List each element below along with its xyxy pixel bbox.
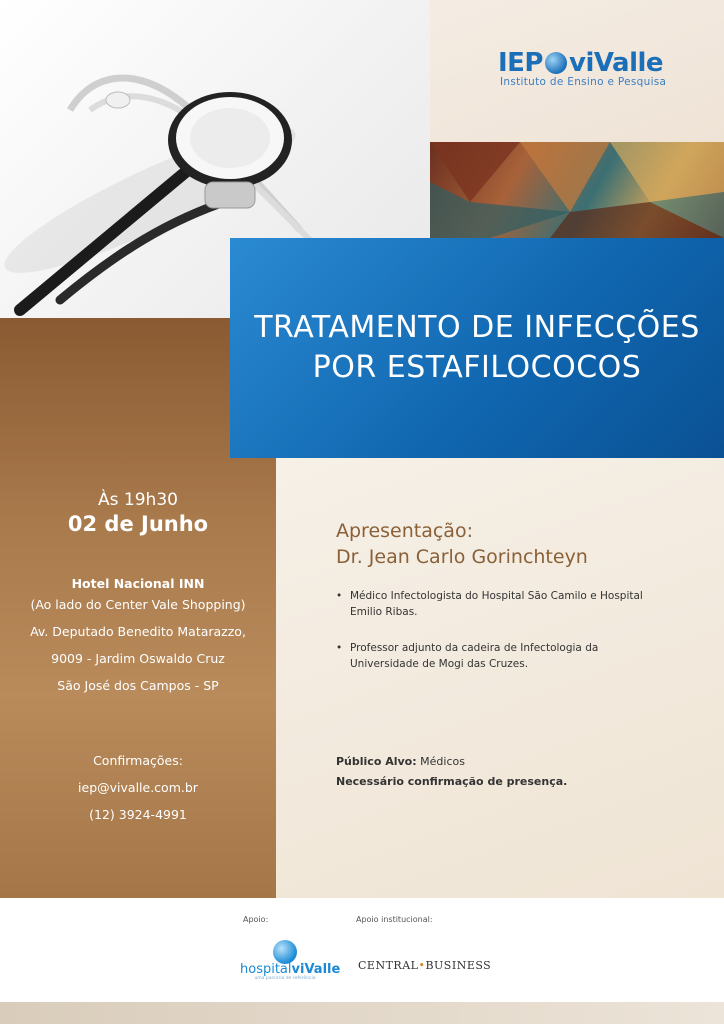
globe-icon (273, 940, 297, 964)
audience-label: Público Alvo: (336, 755, 417, 768)
confirm-label: Confirmações: (93, 753, 183, 768)
audience-info (336, 752, 567, 792)
polygon-decoration (430, 142, 724, 238)
central-business-logo (358, 959, 491, 972)
hospital-tagline: uma parceria de referência (254, 976, 316, 981)
presentation (336, 520, 706, 568)
globe-icon (545, 52, 567, 74)
title-line-2: POR ESTAFILOCOCOS (312, 350, 642, 385)
iep-vivalle-logo (498, 48, 698, 108)
credential-text: Médico Infectologista do Hospital São Camilo e Hospital Emilio Ribas. (350, 590, 643, 618)
confirm-phone[interactable]: (12) 3924-4991 (89, 807, 187, 822)
institutional-support-label: Apoio institucional: (356, 915, 433, 924)
speaker-name: Dr. Jean Carlo Gorinchteyn (336, 546, 588, 568)
footer (0, 898, 724, 1002)
speaker-credentials (336, 588, 646, 692)
audience-note: Necessário confirmação de presença. (336, 775, 568, 788)
audience-value: Médicos (420, 755, 465, 768)
logo-brand: viValle (569, 48, 664, 78)
list-item (336, 640, 646, 672)
presentation-label: Apresentação: (336, 520, 473, 542)
title-banner (230, 238, 724, 458)
support-label: Apoio: (243, 915, 269, 924)
hospital-brand: viValle (291, 962, 341, 977)
dot-icon: • (418, 959, 426, 972)
address-line: São José dos Campos - SP (57, 678, 219, 693)
title-line-1: TRATAMENTO DE INFECÇÕES (254, 310, 700, 345)
confirm-email[interactable]: iep@vivalle.com.br (78, 780, 198, 795)
central-left: CENTRAL (358, 959, 419, 972)
event-details (0, 490, 276, 828)
event-time: Às 19h30 (98, 490, 178, 510)
logo-tagline: Instituto de Ensino e Pesquisa (500, 76, 667, 88)
list-item (336, 588, 646, 620)
event-venue: Hotel Nacional INN (71, 576, 205, 591)
central-right: BUSINESS (425, 959, 492, 972)
address-line: Av. Deputado Benedito Matarazzo, (30, 624, 246, 639)
hospital-prefix: hospital (240, 962, 292, 977)
bullet-icon: • (336, 642, 343, 654)
footer-band (0, 1002, 724, 1024)
credential-text: Professor adjunto da cadeira de Infectologia da Universidade de Mogi das Cruzes. (350, 642, 599, 670)
address-line: (Ao lado do Center Vale Shopping) (30, 597, 246, 612)
bullet-icon: • (336, 590, 343, 602)
event-date: 02 de Junho (67, 512, 209, 536)
logo-prefix: IEP (498, 48, 543, 78)
address-line: 9009 - Jardim Oswaldo Cruz (51, 651, 225, 666)
hospital-vivalle-logo (240, 940, 341, 986)
